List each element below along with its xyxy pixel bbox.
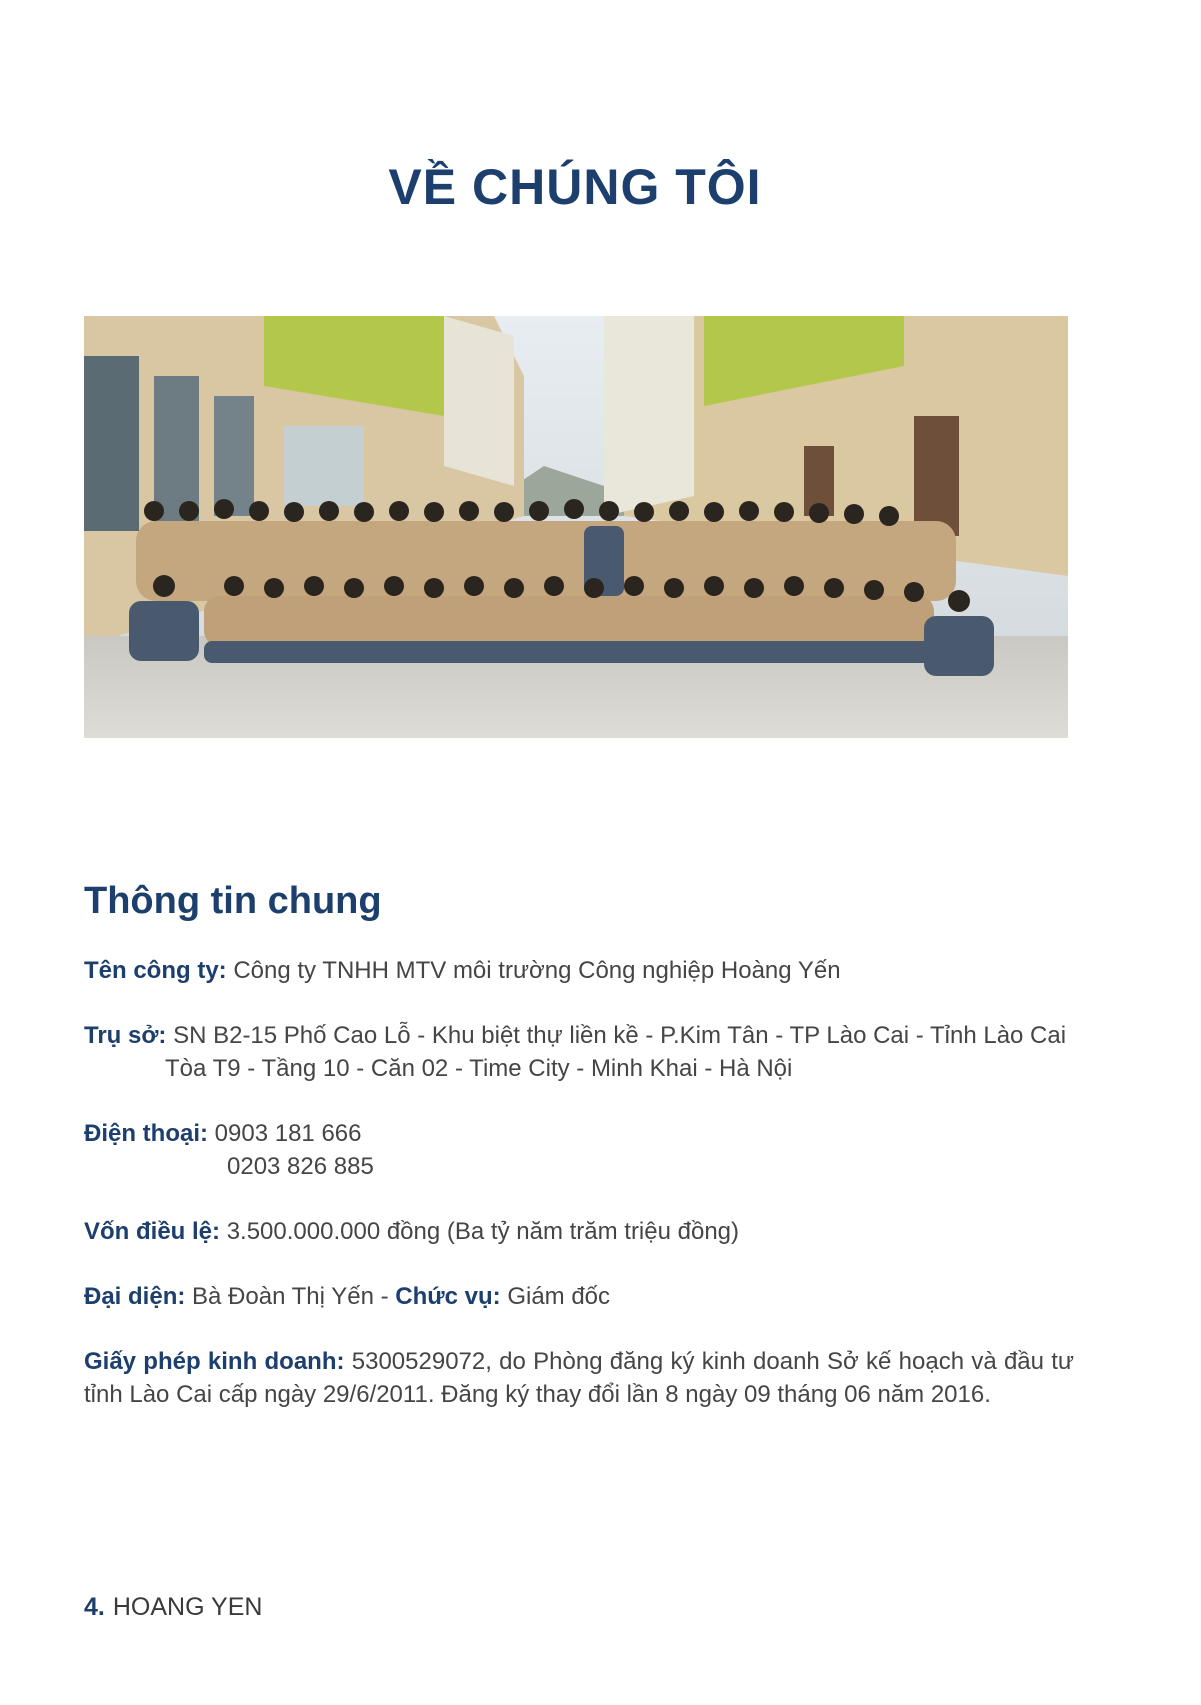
company-label: Tên công ty: xyxy=(84,957,227,984)
office-line1: SN B2-15 Phố Cao Lỗ - Khu biệt thự liền kề - P.Kim Tân - TP Lào Cai - Tỉnh Lào Cai xyxy=(173,1022,1067,1049)
capital-value: 3.500.000.000 đồng (Ba tỷ năm trăm triệu đồng) xyxy=(226,1218,740,1245)
position-value: Giám đốc xyxy=(507,1283,611,1310)
representative-value: Bà Đoàn Thị Yến - xyxy=(192,1283,396,1310)
company-name-row xyxy=(84,954,1074,987)
phone-line2: 0203 826 885 xyxy=(227,1153,374,1180)
phone-line1: 0903 181 666 xyxy=(214,1120,362,1147)
license-row xyxy=(84,1345,1074,1411)
page-title: VỀ CHÚNG TÔI xyxy=(388,159,762,215)
capital-label: Vốn điều lệ: xyxy=(84,1218,221,1245)
representative-label: Đại diện: xyxy=(84,1283,186,1310)
footer-brand: HOANG YEN xyxy=(112,1593,263,1621)
section-heading: Thông tin chung xyxy=(84,880,382,922)
office-label: Trụ sở: xyxy=(84,1022,167,1049)
page-number: 4. xyxy=(84,1593,105,1621)
group-photo xyxy=(84,316,1068,738)
office-row xyxy=(84,1019,1074,1085)
representative-row xyxy=(84,1280,1074,1313)
license-value: 5300529072, do Phòng đăng ký kinh doanh Sở kế hoạch và đầu tư tỉnh Lào Cai cấp ngày 29/6/2011. Đăng ký thay đổi lần 8 ngày 09 tháng 06 năm 2016. xyxy=(84,1348,1074,1408)
phone-row xyxy=(84,1117,1074,1183)
capital-row xyxy=(84,1215,1074,1248)
position-label: Chức vụ: xyxy=(395,1283,501,1310)
phone-label: Điện thoại: xyxy=(84,1120,208,1147)
company-value: Công ty TNHH MTV môi trường Công nghiệp Hoàng Yến xyxy=(233,957,841,984)
license-label: Giấy phép kinh doanh: xyxy=(84,1348,345,1375)
page-footer xyxy=(84,1593,262,1622)
office-line2: Tòa T9 - Tầng 10 - Căn 02 - Time City - Minh Khai - Hà Nội xyxy=(165,1055,793,1082)
